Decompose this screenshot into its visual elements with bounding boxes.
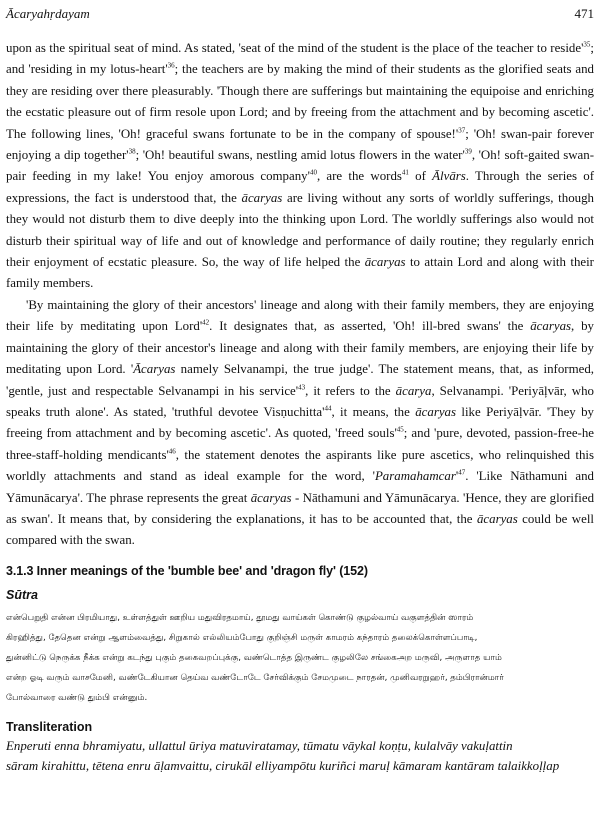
text-run: , Selvanampi. 'Periyāļvār, who speaks truth alone'. As stated, 'truthful devotee Visṇuchitta' — [6, 383, 594, 419]
italic-term: ācaryas — [415, 404, 457, 419]
body-text — [6, 38, 594, 776]
paragraph-2 — [6, 295, 594, 552]
footnote-ref: 46 — [168, 447, 176, 456]
text-run: ; and 'residing in my lotus-heart' — [6, 41, 594, 77]
transliteration-line: sāram kirahittu, tētena enru āḷamvaittu, cirukāl elliyampōtu kuriñci maruḷ kāmaram kantāram talaikkoḷḷap — [6, 758, 560, 773]
transliteration-line: Enperuti enna bhramiyatu, ullattul ūriya matuviratamay, tūmatu vāykal koṇṭu, kulalvāy vakuḷattin — [6, 738, 513, 753]
sutra-heading: Sūtra — [6, 587, 38, 602]
text-run: , 'Oh! soft-gaited swan-pair feeding in my lake! You enjoy amorous company' — [6, 148, 595, 184]
transliteration-text — [6, 736, 594, 776]
text-run: could be well compared with the swan. — [6, 511, 594, 548]
text-run: of — [408, 169, 433, 184]
text-run: ' — [455, 469, 459, 484]
book-title: Ācaryahṛdayam — [6, 6, 90, 21]
footnote-ref: 38 — [128, 147, 136, 156]
italic-term: Paramahamcar — [374, 469, 456, 484]
tamil-line: போல்வாரை வண்டு தும்பி என்னும். — [6, 692, 148, 703]
footnote-ref: 39 — [464, 147, 472, 156]
text-run: , are the words — [316, 169, 402, 184]
footnote-ref: 43 — [298, 383, 306, 392]
tamil-line: கிரஹித்து, தேதென என்று ஆளம்வைத்து, சிறுகால் எல்லியம்போது குறிஞ்சி மருள் காமரம் கந்தாரம் தலைக்கொள்ளப்பாடி, — [6, 632, 478, 643]
italic-term: ācaryas — [250, 490, 292, 505]
italic-term: ācaryas — [530, 319, 572, 334]
text-run: . 'Like Nāthamuni and Yāmunācarya'. The phrase represents the great — [6, 469, 594, 505]
footnote-ref: 41 — [401, 169, 409, 178]
running-head — [6, 6, 594, 22]
tamil-line: என்ற ஓடி வரும் வாசமேனி, வண்டேகியான தெய்வ வண்டோடே சேர்விக்கும் சேமமுடை நாரதன், முனிவரறுஹர், தம்பிரான்மார் — [6, 672, 504, 683]
footnote-ref: 42 — [202, 318, 210, 327]
tamil-line: துன்னிட்டு நெருக்க நீக்க என்று கடந்து புகும் தகைவறப்புக்கு, வண்டொத்த இருண்ட குழலிலே சங்கைஅற மருவி, அருளாத யாம் — [6, 652, 502, 663]
italic-term: ācaryas — [241, 190, 283, 205]
text-run: ; and 'pure, devoted, passion-free-he three-staff-holding mendicants' — [6, 426, 594, 462]
text-run: . It designates that, as asserted, 'Oh! ill-bred swans' the — [209, 319, 531, 334]
sutra-tamil-text — [6, 608, 594, 708]
text-run: , by maintaining the glory of their ancestor's lineage and along with their family members, are enjoying their life by meditating upon Lord. ' — [6, 319, 594, 377]
transliteration-heading: Transliteration — [6, 719, 93, 734]
text-run: namely Selvanampi, the true judge'. The statement means, that, as informed, 'gentle, just and respectable Selvanampi in his service' — [6, 362, 594, 398]
text-run: . Through the series of expressions, the fact is understood that, the — [6, 169, 594, 205]
italic-term: ācaryas — [364, 255, 406, 270]
footnote-ref: 40 — [309, 169, 317, 178]
text-run: like Periyāḷvār. 'They by freeing from attachment and by becoming ascetic'. As quoted, 'freed souls' — [6, 404, 594, 441]
text-run: ; 'Oh! beautiful swans, nestling amid lotus flowers in the water' — [135, 148, 465, 163]
text-run: , it refers to the — [305, 383, 396, 398]
text-run: - Nāthamuni and Yāmunācarya. 'Hence, they are glorified as swan'. It means that, by considering the explanations, it has to be accounted that, the — [6, 490, 595, 526]
text-run: , it means, the — [331, 404, 416, 419]
text-run: 'By maintaining the glory of their ancestors' lineage and along with their family members, they are enjoying their life by meditating upon Lord' — [6, 297, 594, 334]
footnote-ref: 45 — [396, 426, 404, 435]
text-run: ; 'Oh! swan-pair forever enjoying a dip together' — [6, 126, 594, 163]
tamil-line: என்பெறுதி என்ன பிரமியாது, உள்ளத்துள் ஊறிய மதுவிரதமாய், தூமது வாய்கள் கொண்டு குழல்வாய் வகுளத்தின் ஸாரம் — [6, 612, 474, 623]
page-number: 471 — [574, 6, 594, 21]
text-run: , the statement denotes the aspirants like pure ascetics, who relinquished this worldly attachments and stand as ideal example for the word, ' — [6, 447, 594, 484]
footnote-ref: 44 — [324, 404, 332, 413]
text-run: are living without any sorts of worldly sufferings, though they would not disturb them to dive deeply into the thinking upon Lord. The worldly sufferings also would not disturb their spiritual way of life and out of knowledge and performance of daily routine; they regularly enrich their enjoyment of ecstatic pleasure. So, the way of life helped the — [6, 190, 594, 270]
footnote-ref: 35 — [583, 40, 591, 49]
footnote-ref: 37 — [458, 126, 466, 135]
italic-term: Ācaryas — [133, 362, 176, 377]
footnote-ref: 47 — [458, 468, 466, 477]
italic-term: ācaryas — [476, 511, 518, 526]
section-heading: 3.1.3 Inner meanings of the 'bumble bee' and 'dragon fly' (152) — [6, 563, 368, 578]
italic-term: Ālvārs — [432, 169, 466, 184]
italic-term: ācarya — [395, 383, 432, 398]
text-run: upon as the spiritual seat of mind. As stated, 'seat of the mind of the student is the place of the teacher to reside' — [6, 41, 584, 55]
text-run: ; the teachers are by making the mind of their students as the glorified seats and they are residing over there pleasurably. 'Though there are sufferings but maintaining the equipoise and enriching the ecstatic pleasure out of firm resole upon Lord; and by freeing from the attachment and by becoming ascetic'. The following lines, 'Oh! graceful swans fortunate to be in the company of spouse!' — [6, 62, 594, 141]
footnote-ref: 36 — [167, 62, 175, 71]
paragraph-1 — [6, 38, 594, 295]
text-run: to attain Lord and along with their family members. — [6, 255, 594, 291]
